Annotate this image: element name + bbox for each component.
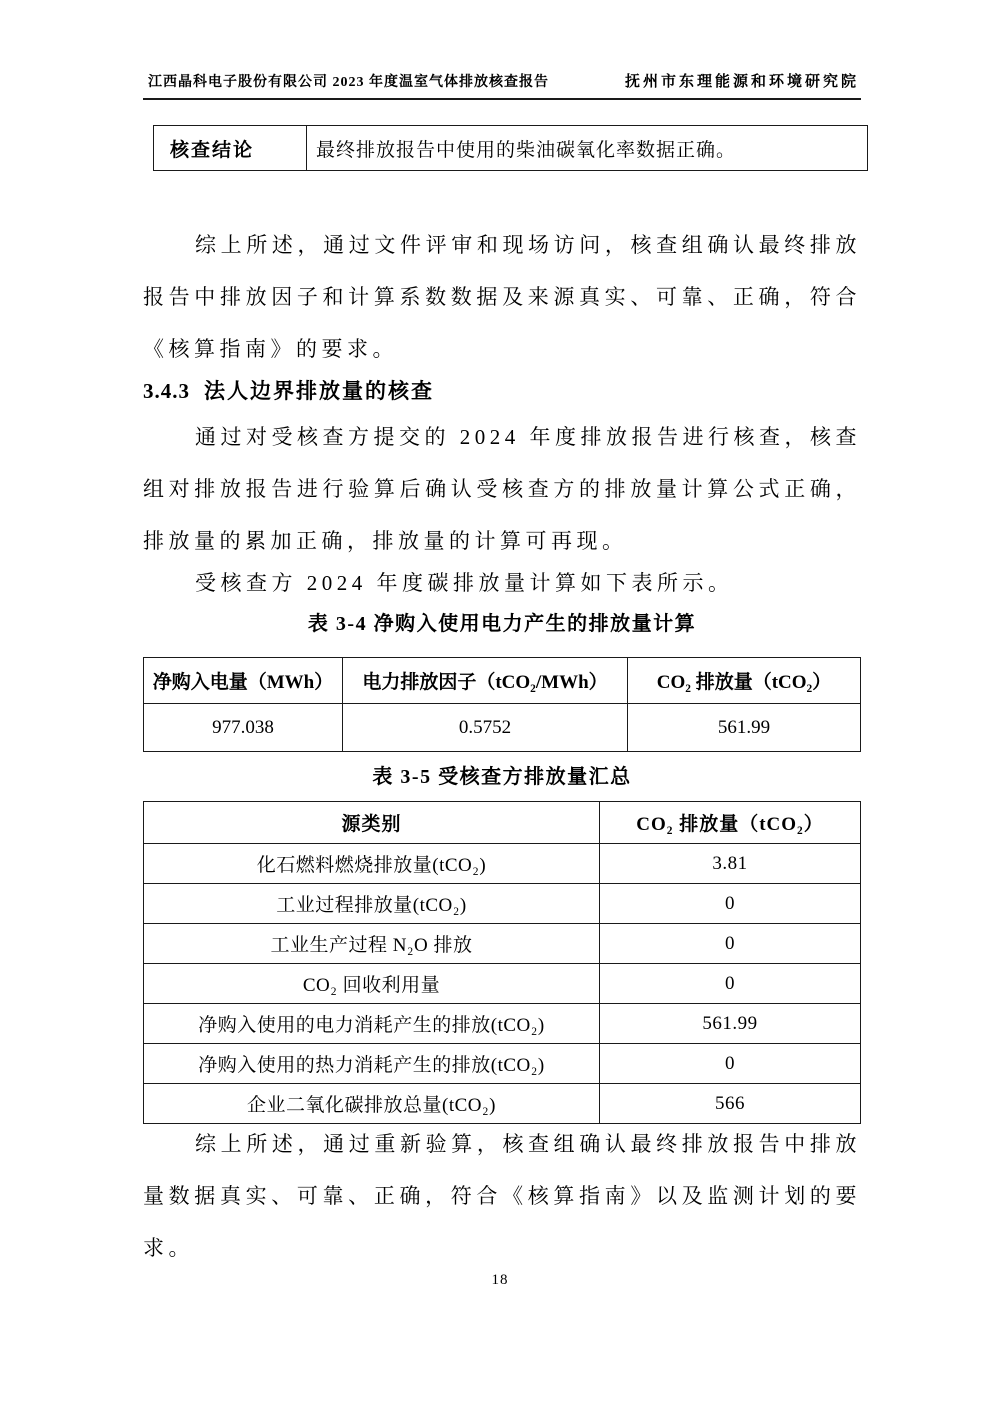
table-header-row: [144, 802, 861, 844]
paragraph-verification: 通过对受核查方提交的 2024 年度排放报告进行核查，核查组对排放报告进行验算后确认受核查方的排放量计算公式正确，排放量的累加正确，排放量的计算可再现。: [143, 425, 861, 553]
table-3-5-title: 表 3-5 受核查方排放量汇总: [372, 766, 632, 788]
table-cell: 977.038: [144, 704, 343, 752]
table-row: [154, 126, 868, 171]
table-cell: 0: [600, 964, 861, 1004]
column-header: CO₂ 排放量（tCO₂）: [628, 658, 861, 704]
paragraph-factors-summary: 综上所述，通过文件评审和现场访问，核查组确认最终排放报告中排放因子和计算系数数据及来源真实、可靠、正确，符合《核算指南》的要求。: [143, 233, 861, 361]
table-cell: 0: [600, 924, 861, 964]
table-row: [144, 844, 861, 884]
conclusion-table: [153, 125, 868, 171]
table-cell: 0: [600, 1044, 861, 1084]
page-content: [143, 0, 861, 1274]
column-header: CO₂ 排放量（tCO₂）: [600, 802, 861, 844]
table-cell: 工业生产过程 N₂O 排放: [144, 924, 600, 964]
table-cell: 化石燃料燃烧排放量(tCO₂): [144, 844, 600, 884]
column-header: 电力排放因子（tCO₂/MWh）: [343, 658, 628, 704]
table-row: [144, 1004, 861, 1044]
table-3-4-title: 表 3-4 净购入使用电力产生的排放量计算: [307, 613, 697, 635]
table-cell: 0: [600, 884, 861, 924]
column-header: 源类别: [144, 802, 600, 844]
table-cell: 561.99: [628, 704, 861, 752]
table-header-row: [144, 658, 861, 704]
table-3-4: [143, 657, 861, 752]
section-heading: [143, 371, 861, 411]
section-number: 3.4.3: [143, 379, 190, 403]
header-report-title: 江西晶科电子股份有限公司 2023 年度温室气体排放核查报告: [148, 75, 549, 90]
table-cell: CO₂ 回收利用量: [144, 964, 600, 1004]
table-row: [144, 704, 861, 752]
table-cell: 净购入使用的热力消耗产生的排放(tCO₂): [144, 1044, 600, 1084]
table-cell: 工业过程排放量(tCO₂): [144, 884, 600, 924]
table-row: [144, 924, 861, 964]
paragraph-emissions-summary: 综上所述，通过重新验算，核查组确认最终排放报告中排放量数据真实、可靠、正确，符合《核算指南》以及监测计划的要求。: [143, 1132, 861, 1260]
page-header: [143, 0, 861, 100]
paragraph-table-intro: 受核查方 2024 年度碳排放量计算如下表所示。: [195, 571, 734, 595]
conclusion-text: 最终排放报告中使用的柴油碳氧化率数据正确。: [307, 126, 868, 171]
table-row: [144, 884, 861, 924]
table-cell: 561.99: [600, 1004, 861, 1044]
table-cell: 3.81: [600, 844, 861, 884]
table-row: [144, 964, 861, 1004]
table-3-5: [143, 801, 861, 1124]
page-number: 18: [491, 1272, 509, 1288]
table-row: [144, 1044, 861, 1084]
table-cell: 566: [600, 1084, 861, 1124]
column-header: 净购入电量（MWh）: [144, 658, 343, 704]
table-cell: 净购入使用的电力消耗产生的排放(tCO₂): [144, 1004, 600, 1044]
header-organization: 抚州市东理能源和环境研究院: [624, 74, 859, 90]
table-cell: 0.5752: [343, 704, 628, 752]
conclusion-label: 核查结论: [154, 126, 307, 171]
section-title: 法人边界排放量的核查: [204, 379, 434, 403]
table-cell: 企业二氧化碳排放总量(tCO₂): [144, 1084, 600, 1124]
